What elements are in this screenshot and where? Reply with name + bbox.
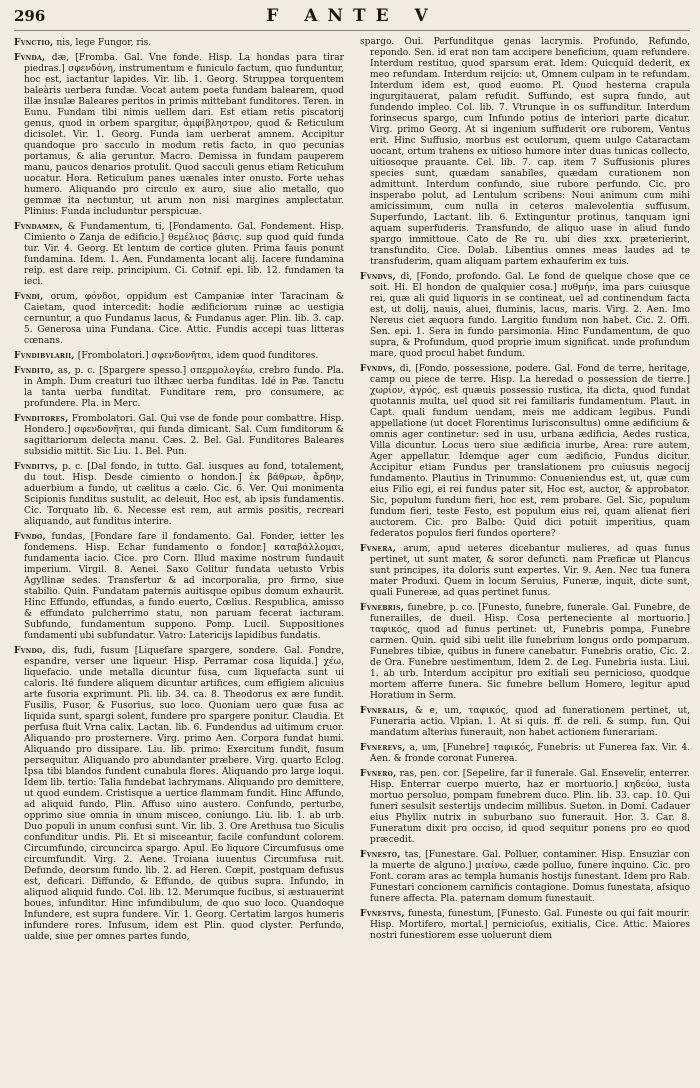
left-entry: [14, 645, 344, 943]
entry-text: & Fundamentum, ti, [Fondamento. Gal. Fondement. Hisp. Cimiento o Zanja de edificio.] θεμέλιος βάσις. sup quod quid funda tur. Vir. 4. Georg. Et lentum de cortice gluten. Prima fauis ponunt fundamina. Idem. 1. Aen. Fundamenta locant alij. Iacere fundamina reip. est dare reip. principium. Ci. Cotnif. epi. lib. 12. fundamen ta ieci.: [24, 222, 344, 287]
entry-headword: Fvnestvs,: [360, 908, 405, 919]
right-entry: [360, 908, 690, 942]
right-entry: [360, 271, 690, 360]
entry-text: & e, um, ταφικός, quod ad funerationem pertinet, ut, Funeraria actio. Vlpian. 1. At si quis. ff. de reli. & sump. fun. Qui mandatum alterius funerauit, non habet actionem funerariam.: [370, 706, 690, 738]
entry-text: as, p. c. [Spargere spesso.] σπερμολογέω, crebro fundo. Pla. in Amph. Dum creaturi tuo ilthæc uerba funditas. Idé in Pæ. Tanctu la tanta uerba funditat. Funditare rem, pro consumere, ac profundere. Pla. in Merc.: [24, 366, 344, 409]
entry-text: di, [Fondo, possessione, podere. Gal. Fond de terre, heritage, camp ou piece de terre. Hisp. La heredad o possession de tierre.] χωρίον, ἀγρός, est quæuis possessio rustica, ita dicta, quod fundat quotannis multa, uel quod sit rei familiaris fundamentum. Plaut. in Capt. quali fundum uendam, meis me addicam legibus. Fundi appellatione (ut docet Florentinus Iurisconsultus) omne ædificium & omnis ager continetur: sed in usu, urbana ædificia, Aedes rustica, Villa dicuntur. Locus uero siue ædificia inurbe, Area: rure autem, Ager appellatur. Idemque ager cum ædificio, Fundus dicitur. Accipitur etiam Fundus per translationem pro cuiusuis negocij fundamento. Plautius in Trinummo: Conueniendus est, ut, quæ cum eius Filio egi, ei rei fundus pater sit, Hoc est, auctor, & approbator. Sic, populum fundum fieri, hoc est, rem probare. Gel. Sic, populum fundum fieri, teste Festo, est populum eius rei, quam alienat fieri auctorem. Cic. pro Balbo: Quid dici potuit imperitius, quam federatos populos fieri fundos oportere?: [370, 364, 690, 539]
left-entry: [14, 461, 344, 528]
right-entry: [360, 363, 690, 540]
page-number: 296: [14, 7, 46, 25]
entry-headword: Fvnebris,: [360, 602, 405, 613]
entry-text: p. c. [Dal fondo, in tutto. Gal. iusques au fond, totalement, du tout. Hisp. Desde cimiento o hondon.] ἐκ βάθρων, ἄρδην, aduerbium a fundo, ut cælitus a cælo. Cic. 6. Ver. Qui monimenta Scipionis funditus sustulit, ac deleuit, Hoc est, ab ipsis fundamentis. Cic. Torquato lib. 6. Necesse est rem, aut armis positis, recreari aliquando, aut funditus interire.: [24, 462, 344, 527]
left-entry: [14, 52, 344, 218]
left-column: [14, 37, 344, 1077]
left-entry: [14, 531, 344, 642]
entry-text: funebre, p. co. [Funesto, funebre, funerale. Gal. Funebre, de funerailles, de dueil. Hisp. Cosa perteneciente al mortuorio.] ταφικός, quod ad funus pertinet: ut, Funebris pompa, Funebre carmen. Quin. quid sibi uelit ille funebrium longus ordo pomparum. Funebres tibiæ, quibus in funere canebatur. Funebris oratio, Cic. 2. de Ora. Funebre uestimentum, Idem 2. de Leg. Funebria iusta. Liui. 1. ab urb. Interdum accipitur pro exitiali seu pernicioso, quodque mortem afferre funera. Sic funebre bellum Homero, legitur apud Horatium in Serm.: [370, 603, 690, 701]
entry-headword: Fvnctio,: [14, 37, 54, 48]
right-entry: [360, 37, 690, 268]
entry-headword: Fvnda,: [14, 52, 46, 63]
entry-text: orum, φόνδοι, oppidum est Campaniæ inter Taracinam & Caietam, quod intercedit: hodie ædificiorum ruinæ ac uestigia cernuntur, a quo Fundanus lacus, & Fundanus ager. Plin. lib. 3. cap. 5. Generosa uina Fundana. Cice. Attic. Fundis accepi tuas litteras cœnans.: [24, 292, 344, 346]
right-entry: [360, 742, 690, 765]
left-entry: [14, 350, 344, 362]
entry-text: fundas, [Fondare fare il fondamento. Gal. Fonder, ietter les fondemens. Hisp. Echar fundamento o fondor.] καταβάλλομαι, fundamenta iacio. Cice. pro Corn. Illud maxime nostrum fundauit imperium. Virgil. 8. Aenei. Saxo Colitur fundata uetusto Vrbis Agyllinæ sedes. Transfertur & ad incorporalia, pro firmo, siue stabilio. Quin. Fundatam paternis auitisque opibus domum exhaurit. Hinc Effundo, effundas, a fundo euerto, Cœlius. Respublica, amisso & effundato pulcherrimo statu, non paruam fecerat iacturam. Subfundo, fundamentum suppono. Pomp. Lucil. Suppositiones fundamenti ubi subfundatur. Vatro: Latericijs lapidibus fundatis.: [24, 532, 344, 641]
right-entry: [360, 543, 690, 599]
right-entry: [360, 602, 690, 702]
right-entry: [360, 705, 690, 739]
left-entry: [14, 291, 344, 347]
page-header: [14, 6, 690, 31]
entry-text: spargo. Oui. Perfunditque genas lacrymis. Profundo, Refundo, repondo. Sen. id erat non tam accipere beneficium, quam refundere. Interdum restituo, quod sparsum erat. Idem: Quicquid dederit, ex meo refundam. Interdum reijcio: ut, Omnem culpam in te refundam. Interdum idem est, quod euomo. Pl. Quod hesterna crapula ingurgitauerat, palam refudit. Suffundo, est supra fundo, aut fundendo impleo. Col. lib. 7. Vtrunque in os suffunditur. Interdum forinsecus spargo, cum Infundo potius de interiori parte dicatur. Virg. primo Georg. At si ingenium suffuderit ore ruborem, Ventus erit. Hinc Suffusio, morbus est oculorum, quem uulgo Cataractam uocant, ortum trahens ex uitioso humore inter duas tunicas collecto, uitiosoque prauante. Cel. lib. 7. cap. item 7 Suffusionis plures species sunt, quædam sanabiles, quædam curationem non admittunt. Interdum confundo, siue rubore perfundo. Cic. pro insperabo polut, ad Lentulum scribens: Noui animum cum mihi amicissimum, cum nulla in ceteros malevolentia suffusum. Superfundo, Lactant. lib. 6. Extinguntur protinus, tanquam igni aquam superfuderis. Transfundo, de aliquo uase in aliud fundo spargo immittoue. Cato de Re ru. ubi dies xxx. præterierint, transfundito. Cice. Dolab. Libentius omnes meas laudes ad te transfuderim, quam aliquam partem exhauferim ex tuis.: [360, 37, 690, 267]
entry-headword: Fvndvs,: [360, 363, 396, 374]
text-columns: [14, 37, 690, 1077]
entry-text: tas, [Funestare. Gal. Polluer, contaminer. Hisp. Ensuziar con la muerte de alguno.] μιαίνω, cæde polluo, funere inquino. Cic. pro Font. coram aras ac templa humanis hostijs funestant. Idem pro Rab. Funestari concionem carnificis contagione. Domus funestata, afsiquo funere affecta. Pla. paternam domum funestauit.: [370, 850, 690, 904]
entry-headword: Fvnesto,: [360, 849, 401, 860]
entry-headword: Fvndito,: [14, 365, 54, 376]
entry-headword: Fvndvs,: [360, 271, 396, 282]
left-entry: [14, 221, 344, 288]
entry-text: Frombolatori. Gal. Qui vse de fonde pour combattre. Hisp. Hondero.] σφενδονῆται, qui funda dimicant. Sal. Cum funditorum & sagittariorum delecta manu. Cæs. 2. Bel. Gal. Funditores Baleares subsidio mittit. Sic Liu. 1. Bel. Pun.: [24, 414, 344, 457]
entry-text: a, um, [Funebre] ταφικός, Funebris: ut Funerea fax. Vir. 4. Aen. & fronde coronat Funerea.: [370, 743, 690, 764]
entry-headword: Fvndo,: [14, 531, 46, 542]
entry-headword: Fvnerevs,: [360, 742, 406, 753]
entry-headword: Fvnditvs,: [14, 461, 58, 472]
entry-text: nis, lege Fungor, ris.: [56, 38, 152, 48]
left-entry: [14, 365, 344, 410]
right-entry: [360, 849, 690, 905]
entry-headword: Fvndamen,: [14, 221, 64, 232]
entry-text: funesta, funestum, [Funesto. Gal. Funeste ou qui fait mourir. Hisp. Mortifero, mortal.] pernicioſus, exitialis, Cice. Attic. Maiores nostri funestiorem esse uoluerunt diem: [370, 909, 690, 941]
running-head: F ANTE V: [266, 6, 438, 26]
entry-text: di, [Fondo, profondo. Gal. Le fond de quelque chose que ce soit. Hi. El hondon de qualquier cosa.] πυθμήν, ima pars cuiusque rei, quæ ali quid liquoris in se contineat, uel ad continendum facta est, ut dolij, nauis, aluei, fluminis, lacus, maris. Virg. 2. Aen. Imo Nereus ciet æquora fundo. Largitio fundum non habet. Cic. 2. Offi. Sen. epi. 1. Sera in fundo parsimonia. Hinc Fundamentum, de quo supra, & Profundum, quod proprie imum significat. unde profundum mare, quod procul habet fundum.: [370, 272, 690, 359]
entry-text: [Frombolatori.] σφενδονῆται, idem quod funditores.: [77, 351, 319, 361]
entry-text: arum, apud ueteres dicebantur mulieres, ad quas funus pertinet, ut sunt mater, & soror defuncti. nam Præficæ ut Plancus sunt principes, ita doloris sunt expertes. Vir. 9. Aen. Nec tua funera mater Produxi. Quem in locum Seruius, Funeræ, inquit, dicte sunt, quali Funereæ, ad quas pertinet funus.: [370, 544, 690, 598]
entry-headword: Fvnera,: [360, 543, 397, 554]
entry-headword: Fvndibvlarii,: [14, 350, 75, 361]
entry-text: ras, pen. cor. [Sepelire, far il funerale. Gal. Ensevelir, enterrer. Hisp. Enterrar cuerpo muerto, haz er mortuorio.] κηδεύω, iusta mortuo persoluo, pompam funebrem duco. Plin. lib. 33. cap. 10. Qui funeri sesulsit sestertijs undecim millibus. Sueton. in Domi. Cadauer eius Phyllix nutrix in suburbano suo funerauit. Hor. 3. Car. 8. Funeratum dixit pro occiso, id quod sequitur ponens pro eo quod præcedit.: [370, 769, 690, 845]
right-entry: [360, 768, 690, 846]
left-entry: [14, 37, 344, 49]
right-column: [360, 37, 690, 1077]
entry-headword: Fvndo,: [14, 645, 46, 656]
entry-text: dæ, [Fromba. Gal. Vne fonde. Hisp. La hondas para tirar piedras.] σφενδόνη, instrumentum e funiculo factum, quo funduntur, hoc est, iactantur lapides. Vir. lib. 1. Georg. Struppea torquentem baleàris uerbera fundæ. Vocat autem poeta fundam balearem, quod illæ insulæ Baleares peritos in primis mittebant funditores. Teren. in Eunu. Fundam tibi nimis uellem dari. Est etiam retis piscatorij genus, quod in orbem spargitur, ἀμφίβληστρον, quod & Reticulum dicisolet. Vir. 1. Georg. Funda iam uerberat amnem. Accipitur quandoque pro sacculo in modum retis facto, in quo pecunias portamus, & alia geruntur. Macro. Demissa in fundam pauperem manu, paucos denarios protulit. Quod sacculi genus etiam Reticulum uocatur. Hora. Reticulum panes uænales inter onusto. Forte uehas humero. Aliquando pro circulo ex auro, siue alio metallo, quo gemmæ ita nectuntur, ut arum non nisi margines amplectatur. Plinius: Funda includuntur perspicuæ.: [24, 53, 344, 217]
entry-headword: Fvneralis,: [360, 705, 409, 716]
entry-text: dis, fudi, fusum [Liquefare spargere, sondere. Gal. Fondre, espandre, verser une liqueur. Hisp. Perramar cosa liquida.] χέω, liquefacio. unde metalla dicuntur fusa, cum liquefacta sunt ui caloris. Ité fundere aliquem dicuntur artifices, cum effigiem alicuius arte fusoria exprimunt. Pli. lib. 34. ca. 8. Theodorus ex ære fundit. Fusilis, Fusor, & Fusorius, suo loco. Quoniam uero quæ fusa ac liquida sunt, spargi solent, fundere pro spargere ponitur. Claudia. Et perfusa fluit Vrna calix. Lactan. lib. 6. Fundendus ad uitimum cruor. Aliquando pro prosternere. Virg. primo Aen. Corpora fundat humi. Aliquando pro dissipare. Liu. lib. primo: Exercitum fundit, fusum persequitur. Aliquando pro abundanter præbere. Virg. quarto Eclog. Ipsa tibi blandos fundent cunabula flores. Aliquando pro large loqui. Idem lib. tertio: Talia fundebat lachrymans. Aliquando pro demittere, ut quod eundem. Cristisque a uertice flammam fundit. Hinc Affundo, ad aliquid fundo, Plin. Affuso uino austero. Confundo, perturbo, opprimo siue omnia in unum misceo, coniungo. Liu. lib. 1. ab urb. Duo populi in unum confusi sunt. Vir. lib. 3. Ore Arethusa tuo Siculis confunditur undis. Pli. Et si misceantur, facile confundunt colorem. Circumfundo, circuncirca spargo. Apul. Eo liquore Circumfusus ome circumfundit. Virg. 2. Aene. Troiana iuuentus Circumfusa ruit. Defundo, deorsum fundo. lib. 2. ad Heren. Cœpit, postquam defusus est, deficari. Diffundo, & Effundo, de quibus supra. Infundo, in aliquod aliquid fundo. Col. lib. 12. Merumque fucibus, si æstuauerint boues, infunditur. Hinc infundibulum, de quo suo loco. Quandoque Infundere, est supra fundere. Vir. 1. Georg. Certatim largos humeris infundere rores. Infusum, idem est Plin. quod clyster. Perfundo, ualde, siue per omnes partes fundo,: [24, 646, 344, 942]
entry-headword: Fvnero,: [360, 768, 397, 779]
entry-headword: Fvndi,: [14, 291, 44, 302]
left-entry: [14, 413, 344, 458]
entry-headword: Fvnditores,: [14, 413, 69, 424]
